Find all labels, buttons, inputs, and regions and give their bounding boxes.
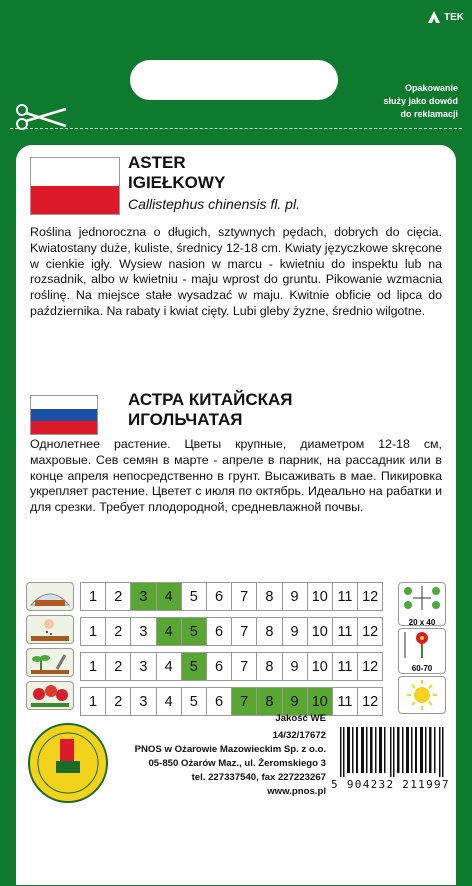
month-cell: 1 — [81, 618, 106, 646]
scissors-icon — [14, 104, 70, 130]
company-phone: tel. 227337540, fax 227223267 — [191, 772, 326, 783]
month-cell: 10 — [307, 653, 332, 681]
packaging-note-line1: Opakowanie — [404, 83, 458, 93]
month-cell: 1 — [81, 583, 106, 611]
month-cell: 9 — [282, 618, 307, 646]
month-cell: 3 — [131, 688, 156, 716]
polish-title-line2: IGIEŁKOWY — [128, 173, 226, 192]
month-cell: 8 — [257, 688, 282, 716]
month-cell: 11 — [332, 688, 357, 716]
month-cell: 4 — [156, 653, 181, 681]
month-cell: 4 — [156, 618, 181, 646]
sun-icon — [399, 677, 445, 713]
month-cell: 11 — [332, 618, 357, 646]
month-cell: 12 — [358, 618, 383, 646]
month-cell: 3 — [131, 653, 156, 681]
month-cell: 6 — [206, 688, 231, 716]
month-cell: 5 — [181, 618, 206, 646]
barcode — [338, 727, 450, 777]
month-cell: 2 — [106, 653, 131, 681]
height-info — [398, 628, 446, 674]
month-cell: 4 — [156, 688, 181, 716]
flowers-icon — [26, 681, 74, 710]
month-cell: 6 — [206, 618, 231, 646]
month-cell: 5 — [181, 653, 206, 681]
month-cell: 4 — [156, 583, 181, 611]
barcode-number: 5 904232 211997 — [331, 778, 450, 791]
company-website[interactable]: www.pnos.pl — [267, 786, 326, 797]
month-cell: 10 — [307, 688, 332, 716]
hand-sowing-seeds-icon — [26, 615, 74, 644]
month-cell: 7 — [232, 653, 257, 681]
seedling-trowel-icon — [26, 648, 74, 677]
month-cell: 6 — [206, 583, 231, 611]
height-value: 60-70 — [411, 664, 433, 673]
label-card — [16, 145, 456, 885]
brand-mark — [427, 10, 464, 24]
spacing-value: 20 x 40 — [408, 618, 436, 627]
month-cell: 9 — [282, 688, 307, 716]
month-cell: 12 — [358, 688, 383, 716]
company-address: 05-850 Ożarów Maz., ul. Żeromskiego 3 — [148, 758, 326, 769]
calendar-row-planting-out — [81, 653, 383, 681]
quality-mark: Jakość WE — [275, 713, 326, 724]
month-cell: 3 — [131, 583, 156, 611]
month-cell: 2 — [106, 688, 131, 716]
polish-title-line1: ASTER — [128, 153, 186, 172]
spacing-info — [398, 582, 446, 626]
sowing-calendar — [80, 582, 383, 716]
month-cell: 1 — [81, 688, 106, 716]
russian-title — [128, 390, 293, 430]
russian-title-line1: АСТРА КИТАЙСКАЯ — [128, 390, 293, 409]
packaging-note-line2: służy jako dowód — [383, 96, 458, 106]
month-cell: 7 — [232, 618, 257, 646]
russian-description: Однолетнее растение. Цветы крупные, диаметром 12-18 см, махровые. Сев семян в марте - апреле в парник, на рассадник или в конце апреля непосредственно в грунт. Высаживать в мае. Пикировка укрепляет растение. Цветет с июля по октябрь. Идеально на рабатки и для срезки. Требует плодородной, средневлажной почвы. — [30, 437, 442, 515]
russian-title-line2: ИГОЛЬЧАТАЯ — [128, 410, 243, 429]
cut-line — [10, 128, 462, 129]
calendar-row-sowing-under-cover — [81, 583, 383, 611]
month-cell: 7 — [232, 688, 257, 716]
month-cell: 6 — [206, 653, 231, 681]
month-cell: 8 — [257, 583, 282, 611]
month-cell: 9 — [282, 583, 307, 611]
latin-name: Callistephus chinensis fl. pl. — [128, 196, 300, 212]
sun-info — [398, 676, 446, 714]
month-cell: 9 — [282, 653, 307, 681]
polish-flag — [30, 157, 120, 215]
tek-logo-icon — [427, 10, 441, 24]
company-name: PNOS w Ożarowie Mazowieckim Sp. z o.o. — [134, 744, 326, 755]
month-cell: 3 — [131, 618, 156, 646]
month-cell: 12 — [358, 653, 383, 681]
month-cell: 7 — [232, 583, 257, 611]
company-info — [116, 729, 326, 799]
lot-number: 14/32/17672 — [272, 730, 326, 741]
plant-height-icon — [399, 629, 445, 659]
month-cell: 11 — [332, 583, 357, 611]
spacing-arrows-icon — [399, 583, 445, 613]
month-cell: 5 — [181, 688, 206, 716]
greenhouse-seed-tray-icon — [26, 582, 74, 611]
brand-mark-text: TEK — [444, 11, 464, 23]
month-cell: 12 — [358, 583, 383, 611]
packaging-note-line3: do reklamacji — [400, 109, 458, 119]
calendar-row-sowing-outdoors — [81, 618, 383, 646]
month-cell: 11 — [332, 653, 357, 681]
packaging-note — [383, 82, 458, 121]
month-cell: 8 — [257, 618, 282, 646]
polish-title — [128, 153, 225, 193]
pnos-logo — [28, 723, 108, 803]
hanging-hole — [130, 60, 338, 100]
russian-flag — [30, 395, 98, 435]
month-cell: 1 — [81, 653, 106, 681]
month-cell: 2 — [106, 583, 131, 611]
month-cell: 8 — [257, 653, 282, 681]
month-cell: 10 — [307, 583, 332, 611]
calendar-row-flowering — [81, 688, 383, 716]
polish-description: Roślina jednoroczna o długich, sztywnych pędach, dobrych do cięcia. Kwiatostany duże, kuliste, średnicy 12-18 cm. Kwiaty języczkowe skręcone w cienkie igły. Wysiew nasion w marcu - kwietniu do inspektu lub na rozsadnik, albo w kwietniu - maju wprost do gruntu. Pikowanie wzmacnia roślinę. Na miejsce stałe wysadzać w maju. Kwitnie obficie od lipca do października. Na rabaty i kwiat cięty. Lubi gleby żyzne, średnio wilgotne. — [30, 225, 442, 318]
month-cell: 5 — [181, 583, 206, 611]
month-cell: 2 — [106, 618, 131, 646]
month-cell: 10 — [307, 618, 332, 646]
